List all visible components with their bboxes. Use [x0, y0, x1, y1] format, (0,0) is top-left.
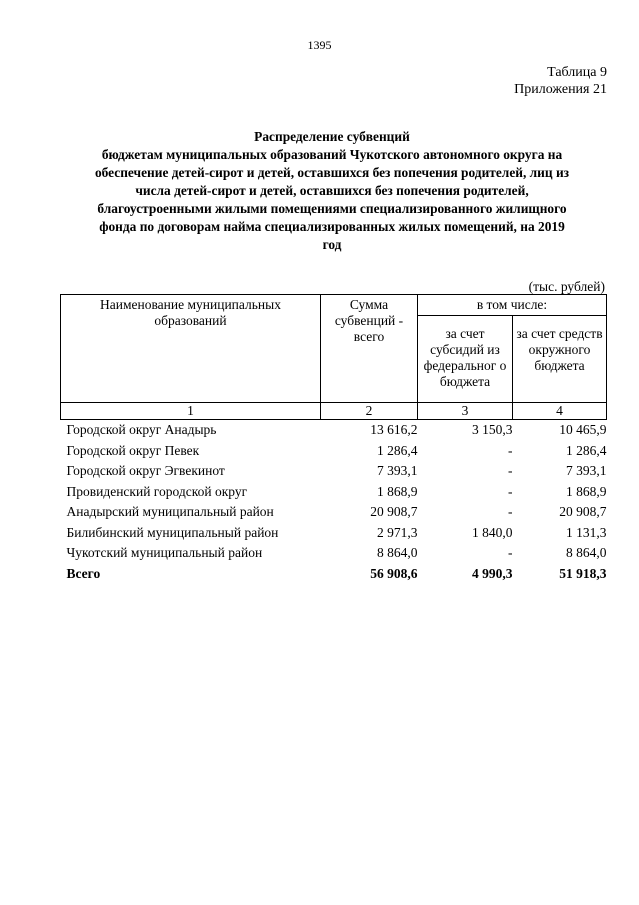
column-number: 3 — [418, 403, 513, 420]
column-number: 2 — [321, 403, 418, 420]
title-line: числа детей-сирот и детей, оставшихся без попечения родителей, — [135, 183, 529, 198]
municipality-name: Провиденский городской округ — [66, 483, 248, 499]
federal-value: - — [508, 463, 513, 478]
regional-value: 10 465,9 — [559, 422, 607, 437]
table-row — [61, 482, 607, 503]
federal-value: 3 150,3 — [472, 422, 513, 437]
regional-value: 7 393,1 — [566, 463, 607, 478]
header-name: Наименование муниципальных образований — [61, 295, 321, 403]
units-label: (тыс. рублей) — [528, 279, 605, 294]
title-line: год — [322, 237, 342, 252]
table-row — [61, 461, 607, 482]
federal-value: - — [508, 504, 513, 519]
header-including: в том числе: — [418, 295, 607, 316]
regional-value: 20 908,7 — [559, 504, 607, 519]
table-row — [61, 441, 607, 462]
municipality-name: Анадырский муниципальный район — [66, 504, 274, 519]
regional-value: 51 918,3 — [559, 565, 607, 581]
subventions-table — [60, 294, 607, 584]
column-number-row — [61, 403, 607, 420]
federal-value: - — [508, 442, 513, 458]
total-value: 1 868,9 — [377, 483, 418, 499]
title-line: бюджетам муниципальных образований Чукотского автономного округа на — [101, 147, 563, 162]
page-number: 1395 — [307, 38, 332, 52]
table-row — [61, 502, 607, 523]
federal-value: - — [508, 483, 513, 499]
regional-value: 8 864,0 — [566, 545, 607, 560]
total-value: 2 971,3 — [377, 524, 418, 540]
total-value: 1 286,4 — [377, 442, 418, 458]
municipality-name: Городской округ Эгвекинот — [66, 463, 225, 478]
title-line: фонда по договорам найма специализированных жилых помещений, на 2019 — [99, 219, 565, 234]
total-label: Всего — [66, 565, 101, 581]
federal-value: 4 990,3 — [472, 565, 513, 581]
table-row — [61, 543, 607, 564]
municipality-name: Чукотский муниципальный район — [66, 545, 263, 560]
municipality-name: Билибинский муниципальный район — [66, 524, 279, 540]
federal-value: 1 840,0 — [472, 524, 513, 540]
appendix-number: Приложения 21 — [514, 82, 607, 97]
header-regional: за счет средств окружного бюджета — [513, 316, 607, 403]
table-number: Таблица 9 — [547, 65, 607, 80]
municipality-name: Городской округ Певек — [66, 442, 200, 458]
municipality-name: Городской округ Анадырь — [66, 422, 217, 437]
total-value: 56 908,6 — [370, 565, 418, 581]
title-line: Распределение субвенций — [254, 129, 410, 144]
title-line: благоустроенными жилыми помещениями специализированного жилищного — [97, 201, 567, 216]
table-reference — [514, 64, 607, 98]
document-title — [56, 128, 608, 254]
column-number: 4 — [513, 403, 607, 420]
header-total: Сумма субвенций - всего — [321, 295, 418, 403]
header-federal: за счет субсидий из федеральног о бюджета — [418, 316, 513, 403]
total-value: 8 864,0 — [377, 545, 418, 560]
federal-value: - — [508, 545, 513, 560]
total-value: 13 616,2 — [370, 422, 418, 437]
title-line: обеспечение детей-сирот и детей, оставшихся без попечения родителей, лиц из — [94, 165, 570, 180]
regional-value: 1 131,3 — [566, 524, 607, 540]
total-value: 7 393,1 — [377, 463, 418, 478]
table-row — [61, 420, 607, 441]
table-row — [61, 523, 607, 544]
column-number: 1 — [61, 403, 321, 420]
regional-value: 1 286,4 — [566, 442, 607, 458]
total-value: 20 908,7 — [370, 504, 418, 519]
regional-value: 1 868,9 — [566, 483, 607, 499]
total-row — [61, 564, 607, 585]
